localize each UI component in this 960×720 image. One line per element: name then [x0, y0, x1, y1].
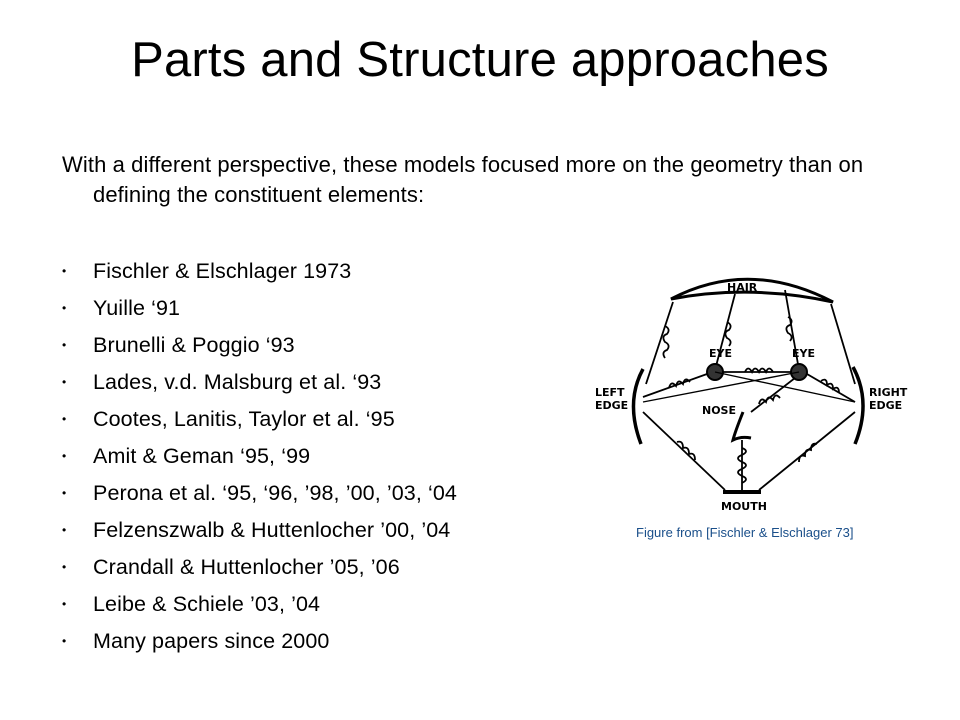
label-left-edge-2: EDGE	[595, 399, 629, 412]
list-item	[62, 330, 457, 367]
list-item	[62, 293, 457, 330]
label-right-edge: RIGHT	[869, 386, 908, 399]
reference-text: Fischler & Elschlager 1973	[93, 259, 352, 283]
list-item	[62, 404, 457, 441]
list-item	[62, 256, 457, 293]
bullet-icon: •	[62, 597, 67, 611]
list-item	[62, 367, 457, 404]
label-hair: HAIR	[727, 281, 758, 294]
left-edge-part	[633, 369, 643, 444]
label-right-edge-2: EDGE	[869, 399, 903, 412]
reference-list	[62, 256, 457, 663]
reference-text: Perona et al. ‘95, ‘96, ’98, ’00, ’03, ‘04	[93, 481, 457, 505]
face-model-diagram	[585, 262, 910, 524]
reference-text: Amit & Geman ‘95, ‘99	[93, 444, 311, 468]
label-eye-right: EYE	[792, 347, 815, 360]
reference-text: Brunelli & Poggio ‘93	[93, 333, 295, 357]
intro-text: With a different perspective, these models focused more on the geometry than on defining the constituent elements:	[62, 152, 864, 207]
bullet-icon: •	[62, 634, 67, 648]
label-nose: NOSE	[702, 404, 736, 417]
slide-title: Parts and Structure approaches	[131, 33, 829, 87]
reference-text: Lades, v.d. Malsburg et al. ‘93	[93, 370, 382, 394]
bullet-icon: •	[62, 449, 67, 463]
bullet-icon: •	[62, 523, 67, 537]
face-model-figure	[585, 262, 910, 524]
right-edge-part	[853, 367, 863, 444]
list-item	[62, 552, 457, 589]
reference-text: Crandall & Huttenlocher ’05, ’06	[93, 555, 400, 579]
label-mouth: MOUTH	[721, 500, 767, 513]
reference-text: Yuille ‘91	[93, 296, 181, 320]
spring-edge-mouth-left	[677, 442, 695, 460]
list-item	[62, 441, 457, 478]
list-item	[62, 626, 457, 663]
spring-edge-mouth-right	[799, 444, 817, 462]
spring-hair-eye-right	[786, 317, 791, 341]
bullet-icon: •	[62, 264, 67, 278]
bullet-icon: •	[62, 338, 67, 352]
reference-text: Cootes, Lanitis, Taylor et al. ‘95	[93, 407, 395, 431]
list-item	[62, 515, 457, 552]
bullet-icon: •	[62, 486, 67, 500]
reference-text: Leibe & Schiele ’03, ’04	[93, 592, 321, 616]
label-left-edge: LEFT	[595, 386, 625, 399]
bullet-icon: •	[62, 375, 67, 389]
label-eye-left: EYE	[709, 347, 732, 360]
list-item	[62, 589, 457, 626]
bullet-icon: •	[62, 412, 67, 426]
list-item	[62, 478, 457, 515]
figure-caption: Figure from [Fischler & Elschlager 73]	[636, 525, 854, 540]
reference-text: Many papers since 2000	[93, 629, 330, 653]
bullet-icon: •	[62, 301, 67, 315]
reference-text: Felzenszwalb & Huttenlocher ’00, ’04	[93, 518, 451, 542]
bullet-icon: •	[62, 560, 67, 574]
